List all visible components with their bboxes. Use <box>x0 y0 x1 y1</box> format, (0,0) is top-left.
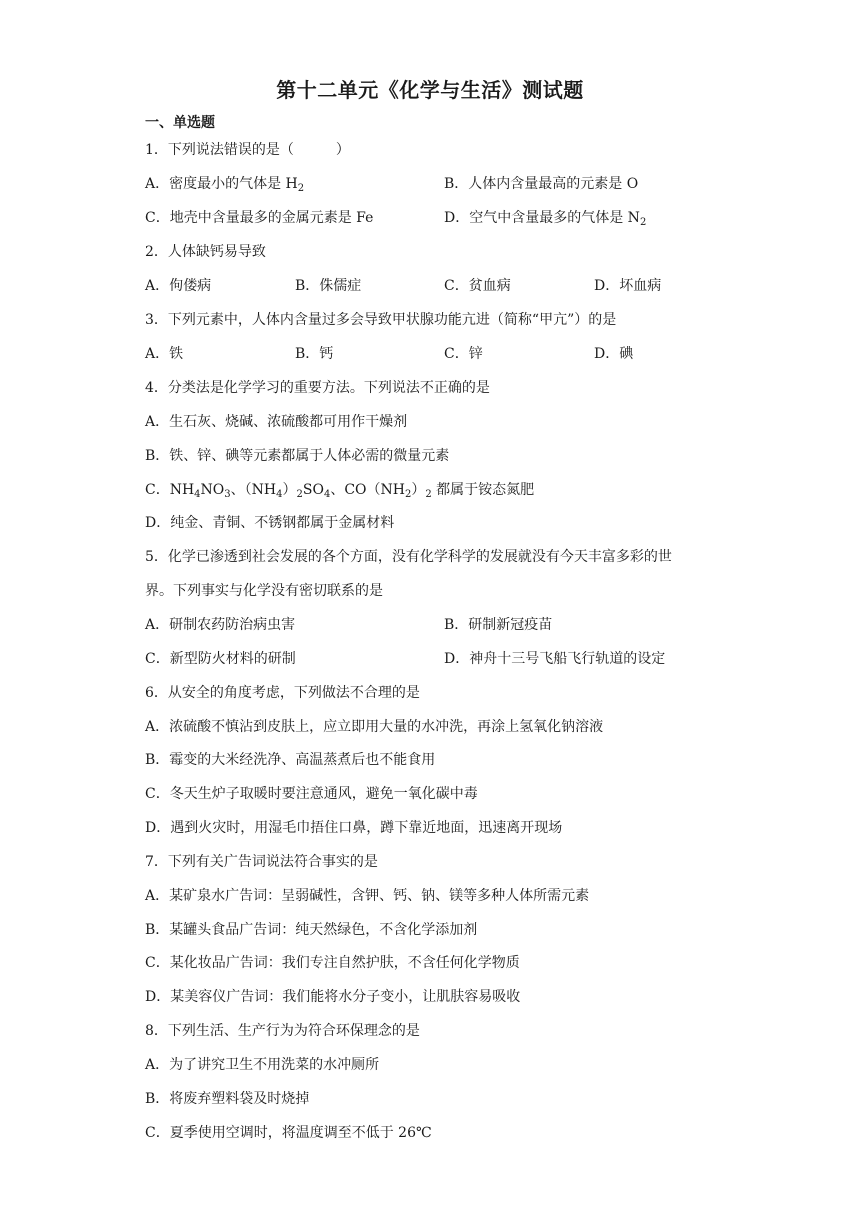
question-2-option-a[interactable]: A．佝偻病 <box>145 278 212 294</box>
question-1-option-b[interactable]: B．人体内含量最高的元素是 O <box>444 176 639 192</box>
question-7-stem: 7．下列有关广告词说法符合事实的是 <box>145 854 378 870</box>
question-1-option-d[interactable]: D．空气中含量最多的气体是 $N_2$ <box>444 210 647 228</box>
question-2-option-c[interactable]: C．贫血病 <box>444 278 511 294</box>
question-5-option-d[interactable]: D．神舟十三号飞船飞行轨道的设定 <box>444 651 666 667</box>
question-1-option-a[interactable]: A．密度最小的气体是 $H_2$ <box>145 176 305 194</box>
question-5-option-b[interactable]: B．研制新冠疫苗 <box>444 617 553 633</box>
question-6-option-a[interactable]: A．浓硫酸不慎沾到皮肤上，应立即用大量的水冲洗，再涂上氢氧化钠溶液 <box>145 719 604 735</box>
question-2-option-b[interactable]: B．侏儒症 <box>295 278 362 294</box>
question-6-option-b[interactable]: B．霉变的大米经洗净、高温蒸煮后也不能食用 <box>145 752 436 768</box>
page-title: 第十二单元《化学与生活》测试题 <box>276 78 584 102</box>
question-4-option-a[interactable]: A．生石灰、烧碱、浓硫酸都可用作干燥剂 <box>145 414 408 430</box>
question-8-option-a[interactable]: A．为了讲究卫生不用洗菜的水冲厕所 <box>145 1057 380 1073</box>
question-8-option-b[interactable]: B．将废弃塑料袋及时烧掉 <box>145 1091 310 1107</box>
section-heading: 一、单选题 <box>145 115 215 131</box>
question-7-option-d[interactable]: D．某美容仪广告词：我们能将水分子变小，让肌肤容易吸收 <box>145 989 521 1005</box>
question-8-option-c[interactable]: C．夏季使用空调时，将温度调至不低于 26℃ <box>145 1125 432 1141</box>
question-2-stem: 2．人体缺钙易导致 <box>145 244 266 260</box>
question-4-stem: 4．分类法是化学学习的重要方法。下列说法不正确的是 <box>145 380 490 396</box>
question-5-option-a[interactable]: A．研制农药防治病虫害 <box>145 617 296 633</box>
question-4-option-c[interactable]: C．$NH_4NO_3$、$(NH_4)_2SO_4$、$CO(NH_2)_2$ 都属于铵态氮肥 <box>145 482 535 500</box>
question-3-option-b[interactable]: B．钙 <box>295 346 334 362</box>
question-7-option-a[interactable]: A．某矿泉水广告词：呈弱碱性，含钾、钙、钠、镁等多种人体所需元素 <box>145 888 590 904</box>
question-1-stem: 1．下列说法错误的是（ ） <box>145 142 350 158</box>
question-8-stem: 8．下列生活、生产行为为符合环保理念的是 <box>145 1023 420 1039</box>
question-3-stem: 3．下列元素中，人体内含量过多会导致甲状腺功能亢进（简称“甲亢”）的是 <box>145 312 617 328</box>
question-5-option-c[interactable]: C．新型防火材料的研制 <box>145 651 296 667</box>
question-3-option-c[interactable]: C．锌 <box>444 346 483 362</box>
question-5-stem-line-2: 界。下列事实与化学没有密切联系的是 <box>145 583 383 599</box>
question-7-option-b[interactable]: B．某罐头食品广告词：纯天然绿色，不含化学添加剂 <box>145 922 478 938</box>
question-6-stem: 6．从安全的角度考虑，下列做法不合理的是 <box>145 685 420 701</box>
question-2-option-d[interactable]: D．坏血病 <box>594 278 662 294</box>
question-7-option-c[interactable]: C．某化妆品广告词：我们专注自然护肤，不含任何化学物质 <box>145 955 520 971</box>
question-6-option-d[interactable]: D．遇到火灾时，用湿毛巾捂住口鼻，蹲下靠近地面，迅速离开现场 <box>145 820 563 836</box>
question-6-option-c[interactable]: C．冬天生炉子取暖时要注意通风，避免一氧化碳中毒 <box>145 786 478 802</box>
question-3-option-a[interactable]: A．铁 <box>145 346 184 362</box>
question-1-option-c[interactable]: C．地壳中含量最多的金属元素是 Fe <box>145 210 374 226</box>
question-3-option-d[interactable]: D．碘 <box>594 346 634 362</box>
question-5-stem-line-1: 5．化学已渗透到社会发展的各个方面，没有化学科学的发展就没有今天丰富多彩的世 <box>145 549 672 565</box>
question-4-option-b[interactable]: B．铁、锌、碘等元素都属于人体必需的微量元素 <box>145 448 450 464</box>
question-4-option-d[interactable]: D．纯金、青铜、不锈钢都属于金属材料 <box>145 515 395 531</box>
